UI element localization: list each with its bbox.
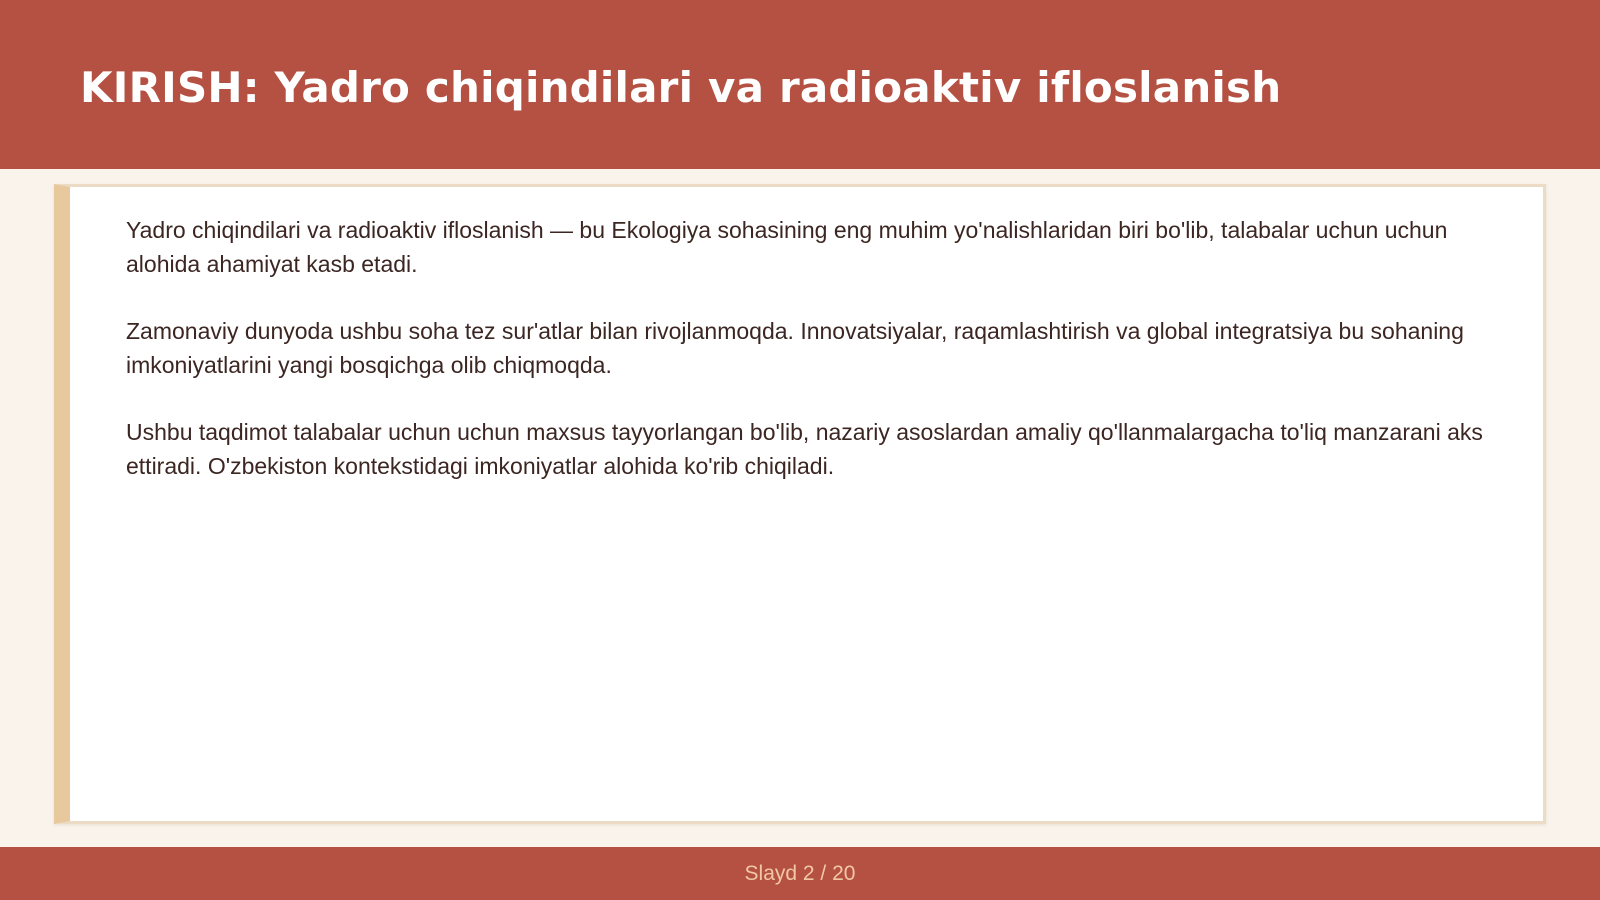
paragraph-modern-world: Zamonaviy dunyoda ushbu soha tez sur'atlar bilan rivojlanmoqda. Innovatsiyalar, raqamlashtirish va global integratsiya bu sohaning imkoniyatlarini yangi bosqichga olib chiqmoqda. <box>126 318 1464 378</box>
slide-header <box>0 0 1600 169</box>
paragraph-presentation-purpose: Ushbu taqdimot talabalar uchun uchun maxsus tayyorlangan bo'lib, nazariy asoslardan amaliy qo'llanmalargacha to'liq manzarani aks ettiradi. O'zbekiston kontekstidagi imkoniyatlar alohida ko'rib chiqiladi. <box>126 419 1483 479</box>
content-card <box>54 184 1546 824</box>
content-body <box>126 213 1506 516</box>
slide-title: KIRISH: Yadro chiqindilari va radioaktiv ifloslanish <box>80 63 1282 112</box>
paragraph-intro: Yadro chiqindilari va radioaktiv ifloslanish — bu Ekologiya sohasining eng muhim yo'nalishlaridan biri bo'lib, talabalar uchun uchun alohida ahamiyat kasb etadi. <box>126 217 1448 277</box>
slide-footer <box>0 847 1600 900</box>
slide-counter: Slayd 2 / 20 <box>744 862 856 885</box>
